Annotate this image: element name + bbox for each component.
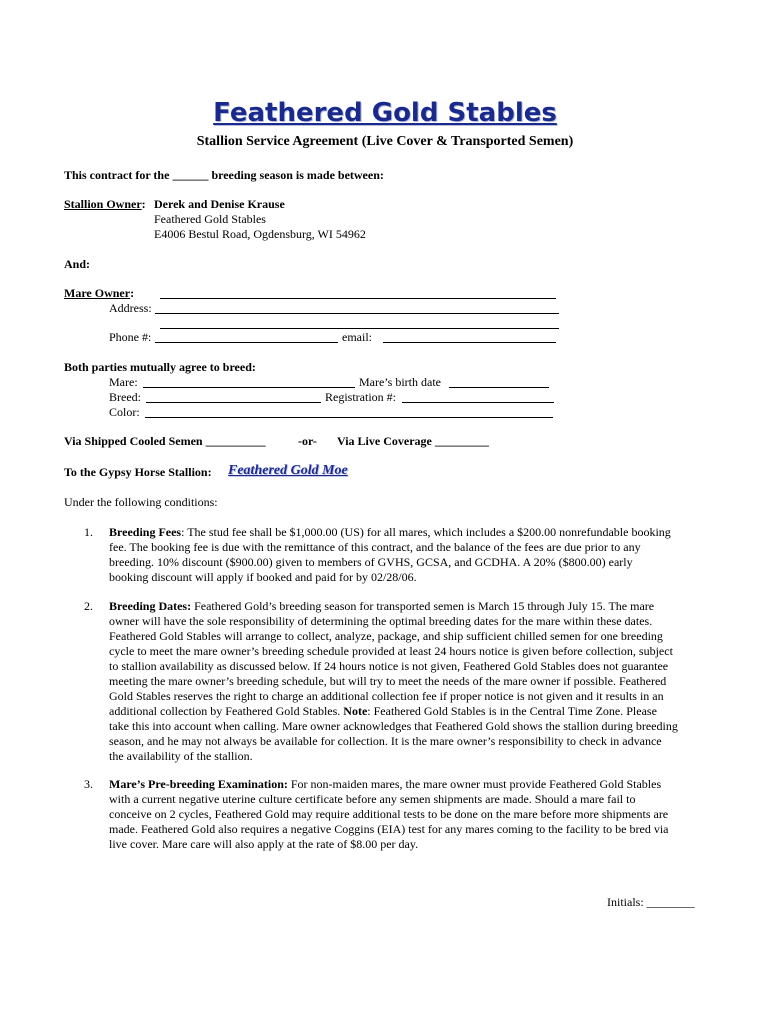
mare-owner-name-field[interactable] <box>160 287 556 299</box>
registration-label: Registration #: <box>325 390 396 404</box>
condition-line: owner will have the sole responsibility of determining the optimal breeding dates for the mare within these dates. <box>109 614 653 628</box>
mare-address-label: Address: <box>109 301 152 315</box>
condition-line: booking discount will apply if booked and paid for by 02/28/06. <box>109 570 417 584</box>
or-label: -or- <box>298 434 317 448</box>
stallion-owner-name: Derek and Denise Krause <box>154 197 285 211</box>
email-label: email: <box>342 330 372 344</box>
condition-line: Gold Stables reserves the right to charge an additional collection fee if proper notice is not given and it results in an <box>109 689 664 703</box>
live-option: Via Live Coverage _________ <box>337 434 489 448</box>
condition-line: additional collection by Feathered Gold Stables. Note: Feathered Gold Stables is in the Central Time Zone. Please <box>109 704 657 718</box>
condition-heading: Breeding Dates: <box>109 599 192 613</box>
stallion-owner-label: Stallion Owner <box>64 197 142 211</box>
condition-line: meeting the mare owner’s breeding schedule, but will try to meet the needs of the mare owner if possible. Feathered <box>109 674 667 688</box>
document-page: Feathered Gold Stables Stallion Service Agreement (Live Cover & Transported Semen) This contract for the ______ breeding season is made between: Stallion Owner: Derek and Denise Krause Feathered Gold Stables E4006 Bestul Road, Ogdensburg, WI 54962 And: Mare Owner: Address: Phone #: email: Both parties mutually agree to breed: Mare: Mare’s birth date Breed: Registration #: Color: Via Shipped Cooled Semen __________ -or- Via Live Coverage _________ To the Gypsy Horse Stallion: Feathered Gold Moe Under the following conditions: 1. Breeding Fees: The stud fee shall be $1,000.00 (US) for all mares, which includes a $200.00 nonrefundable booking fee. The booking fee is due with the remittance of this contract, and the balance of the fees are due prior to any breeding. 10% discount ($900.00) given to members of GVHS, GCSA, and GCDHA. A 20% ($800.00) early booking discount will apply if booked and paid for by 02/28/06. 2. Breeding Dates: Feathered Gold’s breeding season for transported semen is March 15 through July 15. The mare owner will have the sole responsibility of determining the optimal breeding dates for the mare within these dates. Feathered Gold Stables will arrange to collect, analyze, package, and ship sufficient chilled semen for one breeding cycle to meet the mare owner’s breeding schedule provided at least 24 hours notice is given before collection, subject to stallion availability as discussed below. If 24 hours notice is not given, Feathered Gold Stables does not guarantee meeting the mare owner’s breeding schedule, but will try to meet the needs of the mare owner if possible. Feathered Gold Stables reserves the right to charge an additional collection fee if proper notice is not given and it results in an additional collection by Feathered Gold Stables. Note: Feathered Gold Stables is in the Central Time Zone. Please take this into account when calling. Mare owner acknowledges that Feathered Gold shows the stallion during breeding season, and he may not always be available for collection. It is the mare owner’s responsibility to check in advance the availability of the stallion. 3. Mare’s Pre-breeding Examination: For non-maiden mares, the mare owner must provide Feathered Gold Stables with a current negative uterine culture certificate before any semen shipments are made. Should a mare fail to conceive on 2 cycles, Feathered Gold may require additional tests to be done on the mare before more shipments are made. Feathered Gold also requires a negative Coggins (EIA) test for any mares coming to the facility to be bred via live cover. Mare care will also apply at the rate of $8.00 per day. Initials: ________ <box>0 0 770 1024</box>
condition-line: fee. The booking fee is due with the remittance of this contract, and the balance of the fees are due prior to any <box>109 540 641 554</box>
condition-line: made. Feathered Gold also requires a negative Coggins (EIA) test for any mares coming to the facility to be bred via <box>109 822 669 836</box>
condition-line: cycle to meet the mare owner’s breeding schedule provided at least 24 hours notice is given before collection, subject <box>109 644 673 658</box>
contract-season-line: This contract for the ______ breeding season is made between: <box>64 168 384 182</box>
mare-name-field[interactable] <box>143 376 355 388</box>
registration-field[interactable] <box>402 391 554 403</box>
mare-owner-label-line: Mare Owner: <box>64 286 135 300</box>
initials-blank[interactable]: ________ <box>646 895 695 909</box>
condition-number: 2. <box>84 599 93 613</box>
condition-number: 3. <box>84 777 93 791</box>
shipped-option: Via Shipped Cooled Semen __________ <box>64 434 266 448</box>
breed-label: Breed: <box>109 390 141 404</box>
condition-line: take this into account when calling. Mare owner acknowledges that Feathered Gold shows the stallion during breeding <box>109 719 678 733</box>
live-blank[interactable]: _________ <box>434 434 489 448</box>
mare-birth-field[interactable] <box>449 376 549 388</box>
mare-address-field[interactable] <box>155 302 559 314</box>
note-label: Note <box>343 704 368 718</box>
stallion-name: Feathered Gold Moe <box>228 463 348 478</box>
page-subtitle: Stallion Service Agreement (Live Cover & Transported Semen) <box>196 134 574 149</box>
color-field[interactable] <box>145 406 553 418</box>
season-blank[interactable]: ______ <box>172 168 209 182</box>
mare-address-field-2[interactable] <box>160 317 559 329</box>
condition-heading: Breeding Fees <box>109 525 182 539</box>
condition-line: live cover. Mare care will also apply at the rate of $8.00 per day. <box>109 837 419 851</box>
email-field[interactable] <box>383 331 556 343</box>
condition-heading: Mare’s Pre-breeding Examination: <box>109 777 288 791</box>
condition-line: the availability of the stallion. <box>109 749 253 763</box>
condition-line: conceive on 2 cycles, Feathered Gold may require additional tests to be done on the mare before more shipments are <box>109 807 669 821</box>
breed-heading: Both parties mutually agree to breed: <box>64 360 256 374</box>
condition-line: with a current negative uterine culture certificate before any semen shipments are made. Should a mare fail to <box>109 792 636 806</box>
condition-line: breeding. 10% discount ($900.00) given to members of GVHS, GCSA, and GCDHA. A 20% ($800.00) early <box>109 555 633 569</box>
shipped-blank[interactable]: __________ <box>205 434 266 448</box>
condition-number: 1. <box>84 525 93 539</box>
breed-field[interactable] <box>146 391 321 403</box>
color-label: Color: <box>109 405 140 419</box>
mare-owner-label: Mare Owner <box>64 286 131 300</box>
phone-field[interactable] <box>155 331 338 343</box>
mare-birth-label: Mare’s birth date <box>359 375 441 389</box>
condition-line: season, and he may not always be available for collection. It is the mare owner’s responsibility to check in advance <box>109 734 662 748</box>
phone-label: Phone #: <box>109 330 152 344</box>
condition-line: Feathered Gold Stables will arrange to collect, analyze, package, and ship sufficient chilled semen for one breeding <box>109 629 663 643</box>
stallion-owner-business: Feathered Gold Stables <box>154 212 266 226</box>
mare-name-label: Mare: <box>109 375 138 389</box>
stallion-owner-label-line: Stallion Owner: <box>64 197 146 211</box>
and-label: And: <box>64 257 91 271</box>
stallion-owner-address: E4006 Bestul Road, Ogdensburg, WI 54962 <box>154 227 366 241</box>
initials-label: Initials: <box>607 895 644 909</box>
stallion-label: To the Gypsy Horse Stallion: <box>64 465 212 479</box>
initials-line <box>607 895 695 910</box>
condition-line: to stallion availability as discussed below. If 24 hours notice is not given, Feathered Gold Stables does not guarantee <box>109 659 669 673</box>
page-title: Feathered Gold Stables <box>213 98 557 128</box>
conditions-intro: Under the following conditions: <box>64 495 218 509</box>
